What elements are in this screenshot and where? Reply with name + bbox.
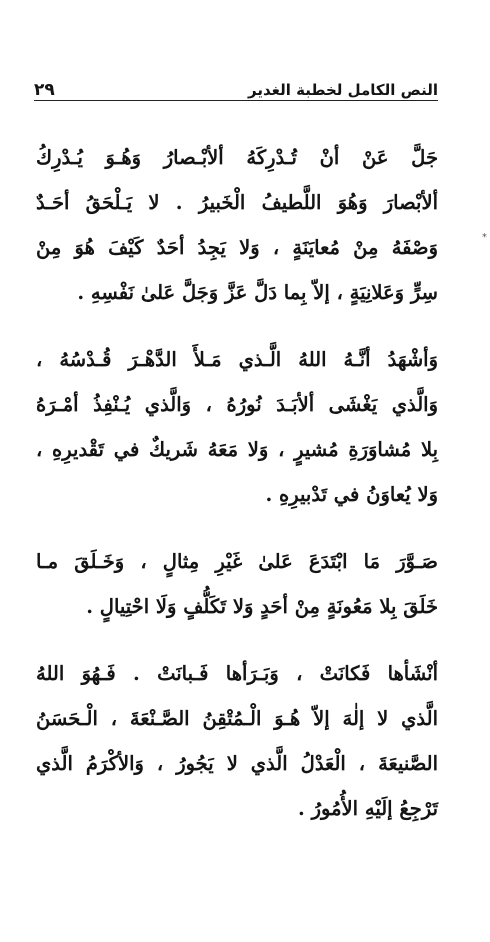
text-line: وَصْفَهُ مِنْ مُعايَنَةٍ ، وَلا يَجِدُ أحَدٌ كَيْفَ هُوَ مِنْ xyxy=(36,236,438,259)
text-line: جَلَّ عَنْ أنْ تُـدْرِكَهُ ألأبْـصارُ وَهُـوَ يُـدْرِكُ xyxy=(36,146,438,169)
text-line: الصَّنيعَةَ ، الْعَدْلُ الَّذي لا يَجُورُ ، وَالأكْرَمُ الَّذي xyxy=(36,752,438,775)
text-line: الَّذي لا إلٰهَ إلاّ هُـوَ الْـمُتْقِنُ الصَّـنْعَةَ ، الْـحَسَنُ xyxy=(36,707,438,730)
paragraph-4 xyxy=(36,651,438,831)
text-line: تَرْجِعُ إلَيْهِ الأُمُورُ . xyxy=(298,797,438,820)
text-line: وَأشْهَدُ أنَّـهُ اللهُ الَّـذي مَـلأَ الدَّهْـرَ قُـدْسُهُ ، xyxy=(36,348,438,371)
page-edge-mark: ⁎ xyxy=(482,229,487,240)
paragraph-1 xyxy=(36,135,438,315)
text-line: وَالَّذي يَغْشَى ألأبَـدَ نُورُهُ ، وَالَّذي يُـنْفِذُ أمْـرَهُ xyxy=(36,393,438,416)
text-line: خَلَقَ بِلا مَعُونَةٍ مِنْ أحَدٍ وَلا تَكَلُّفٍ وَلَا احْتِيالٍ . xyxy=(86,595,438,618)
running-header xyxy=(34,70,438,100)
text-line: بِلا مُشاوَرَةِ مُشيرٍ ، وَلا مَعَهُ شَريكٌ في تَقْديرِهِ ، xyxy=(36,438,438,461)
paragraph-3 xyxy=(36,539,438,629)
text-line: صَـوَّرَ مَا ابْتَدَعَ عَلىٰ غَيْرِ مِثالٍ ، وَخَـلَقَ مـا xyxy=(36,550,438,573)
page-body xyxy=(36,135,438,853)
page-number: ٢٩ xyxy=(34,80,55,100)
header-title: النص الكامل لخطبة الغدير xyxy=(248,81,438,99)
header-rule xyxy=(34,100,438,101)
text-line: وَلا يُعاوَنُ في تَدْبيرِهِ . xyxy=(265,483,438,506)
text-line: أنْشَأها فَكانَتْ ، وَبَـرَأها فَـبانَتْ . فَـهُوَ اللهُ xyxy=(36,662,438,685)
text-line: ألأبْصارَ وَهُوَ اللَّطيفُ الْخَبيرُ . لا يَـلْحَقُ أحَـدٌ xyxy=(36,191,438,214)
paragraph-2 xyxy=(36,337,438,517)
text-line: سِرٍّ وَعَلانِيَةٍ ، إلاّ بِما دَلَّ عَزَّ وَجَلَّ عَلىٰ نَفْسِهِ . xyxy=(77,281,438,304)
